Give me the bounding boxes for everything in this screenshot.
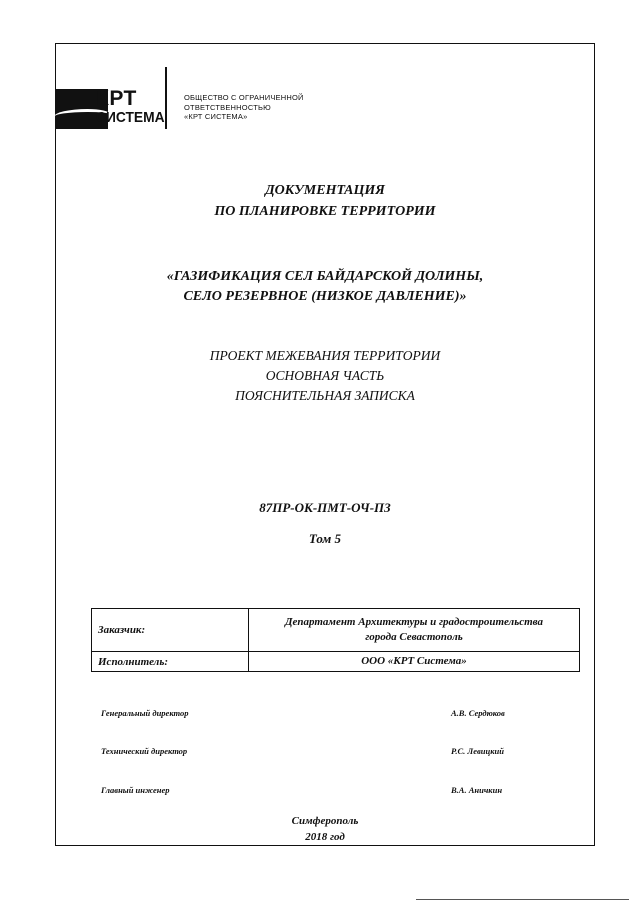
customer-value-line-2: города Севастополь — [365, 631, 463, 643]
project-name — [55, 267, 595, 307]
info-table — [91, 608, 580, 672]
document-title — [55, 180, 595, 222]
customer-value-line-1: Департамент Архитектуры и градостроительства — [284, 616, 544, 628]
signature-role-chief-engineer: Главный инженер — [101, 785, 170, 795]
section-title-line-1: ПРОЕКТ МЕЖЕВАНИЯ ТЕРРИТОРИИ — [209, 348, 441, 363]
place: Симферополь — [291, 815, 359, 827]
page-frame — [55, 43, 595, 846]
signature-name-general-director: А.В. Сердюков — [451, 708, 505, 718]
place-and-year — [55, 813, 595, 845]
contractor-value: ООО «КРТ Система» — [249, 652, 580, 672]
section-title-line-3: ПОЯСНИТЕЛЬНАЯ ЗАПИСКА — [235, 388, 415, 403]
organization-line-3: «КРТ СИСТЕМА» — [184, 112, 248, 121]
customer-label: Заказчик: — [92, 609, 249, 652]
logo-text-sistema: СИСТЕМА — [96, 109, 165, 126]
customer-value — [249, 609, 580, 652]
volume-number: Том 5 — [308, 531, 342, 546]
signature-name-technical-director: Р.С. Левицкий — [451, 746, 505, 756]
footer-line — [416, 899, 629, 900]
organization-line-1: ОБЩЕСТВО С ОГРАНИЧЕННОЙ — [184, 93, 304, 102]
organization-line-2: ОТВЕТСТВЕННОСТЬЮ — [184, 102, 271, 112]
signature-role-general-director: Генеральный директор — [101, 708, 189, 718]
signature-name-chief-engineer: В.А. Аничкин — [451, 785, 503, 795]
document-title-line-2: ПО ПЛАНИРОВКЕ ТЕРРИТОРИИ — [214, 204, 436, 219]
signature-role-technical-director: Технический директор — [101, 746, 188, 756]
logo-text-krt: КРТ — [96, 87, 137, 110]
contractor-label: Исполнитель: — [92, 652, 249, 672]
project-name-line-1: «ГАЗИФИКАЦИЯ СЕЛ БАЙДАРСКОЙ ДОЛИНЫ, — [166, 269, 484, 284]
table-row — [92, 652, 580, 672]
logo-divider — [165, 67, 167, 129]
year: 2018 год — [305, 831, 345, 843]
table-row — [92, 609, 580, 652]
organization-name — [184, 93, 304, 122]
document-code: 87ПР-ОК-ПМТ-ОЧ-ПЗ — [259, 500, 391, 515]
project-name-line-2: СЕЛО РЕЗЕРВНОЕ (НИЗКОЕ ДАВЛЕНИЕ)» — [183, 289, 467, 304]
section-title — [55, 346, 595, 406]
document-title-line-1: ДОКУМЕНТАЦИЯ — [265, 183, 385, 198]
section-title-line-2: ОСНОВНАЯ ЧАСТЬ — [265, 368, 385, 383]
